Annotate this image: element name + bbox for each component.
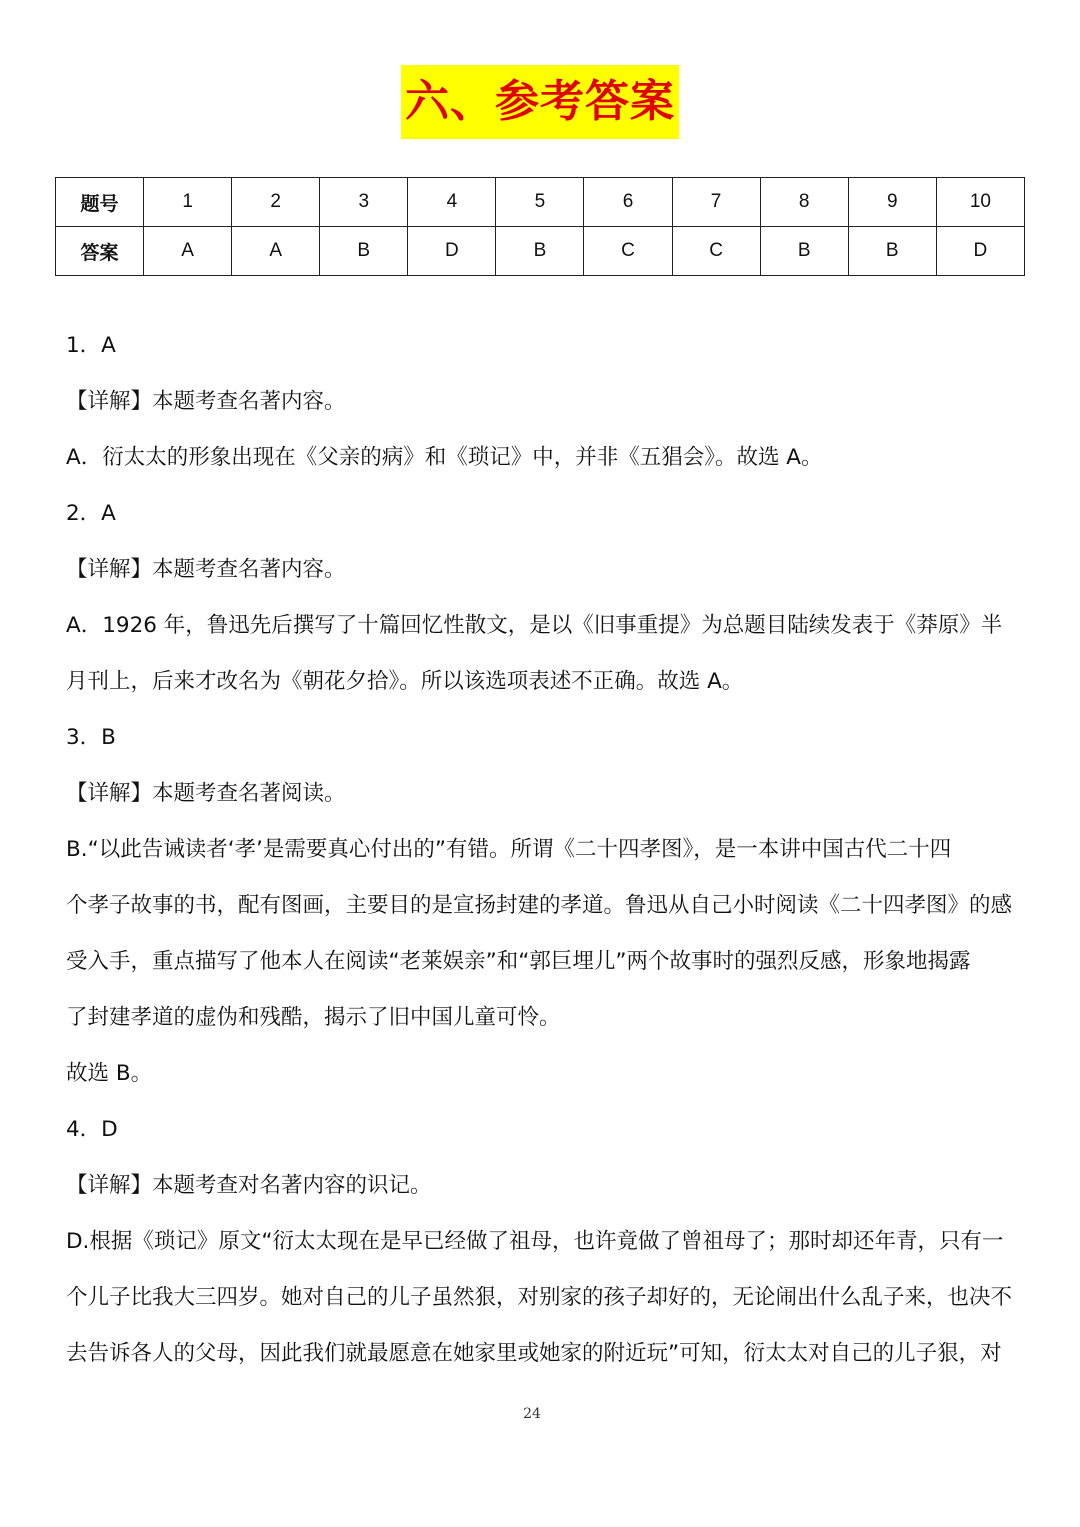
question-number-cell: 1 (144, 178, 232, 227)
answer-cell: B (496, 227, 584, 276)
explanation-text-3d: 了封建孝道的虚伪和残酷，揭示了旧中国儿童可怜。 (66, 1005, 561, 1030)
answer-table (55, 177, 1025, 276)
explanation-conclusion-3: 故选 B。 (66, 1061, 153, 1086)
explanation-text-3b: 个孝子故事的书，配有图画，主要目的是宣扬封建的孝道。鲁迅从自己小时阅读《二十四孝图》的感 (66, 893, 1013, 918)
answer-cell: D (936, 227, 1024, 276)
page-title: 六、参考答案 (401, 65, 679, 139)
question-number-cell: 9 (848, 178, 936, 227)
explanation-body (66, 318, 1026, 1382)
page-number: 24 (523, 1406, 541, 1422)
answer-table-number-row (56, 178, 1025, 227)
answer-cell: B (320, 227, 408, 276)
explanation-text-2b: 月刊上，后来才改名为《朝花夕拾》。所以该选项表述不正确。故选 A。 (66, 669, 744, 694)
explanation-intro-1: 【详解】本题考查名著内容。 (66, 389, 346, 414)
answer-row-header: 答案 (56, 227, 144, 276)
explanation-text-4b: 个儿子比我大三四岁。她对自己的儿子虽然狠，对别家的孩子却好的，无论闹出什么乱子来，也决不 (66, 1285, 1013, 1310)
question-heading-3: 3．B (66, 725, 116, 750)
explanation-intro-4: 【详解】本题考查对名著内容的识记。 (66, 1173, 432, 1198)
explanation-text-2a: A．1926 年，鲁迅先后撰写了十篇回忆性散文，是以《旧事重提》为总题目陆续发表于《莽原》半 (66, 613, 1003, 638)
explanation-text-3c: 受入手，重点描写了他本人在阅读“老莱娱亲”和“郭巨埋儿”两个故事时的强烈反感，形象地揭露 (66, 949, 971, 974)
question-number-cell: 2 (232, 178, 320, 227)
explanation-text-3a: B.“以此告诫读者‘孝’是需要真心付出的”有错。所谓《二十四孝图》，是一本讲中国古代二十四 (66, 837, 952, 862)
answer-cell: B (848, 227, 936, 276)
answer-cell: D (408, 227, 496, 276)
question-number-cell: 10 (936, 178, 1024, 227)
question-heading-1: 1．A (66, 333, 116, 358)
explanation-intro-2: 【详解】本题考查名著内容。 (66, 557, 346, 582)
answer-cell: B (760, 227, 848, 276)
answer-cell: C (584, 227, 672, 276)
question-number-cell: 3 (320, 178, 408, 227)
question-number-cell: 6 (584, 178, 672, 227)
explanation-text-4c: 去告诉各人的父母，因此我们就最愿意在她家里或她家的附近玩”可知，衍太太对自己的儿子狠，对 (66, 1341, 1002, 1366)
explanation-intro-3: 【详解】本题考查名著阅读。 (66, 781, 346, 806)
answer-cell: A (144, 227, 232, 276)
answer-cell: C (672, 227, 760, 276)
question-heading-4: 4．D (66, 1117, 118, 1142)
question-heading-2: 2．A (66, 501, 116, 526)
answer-cell: A (232, 227, 320, 276)
explanation-text-4a: D.根据《琐记》原文“衍太太现在是早已经做了祖母，也许竟做了曾祖母了；那时却还年青，只有一 (66, 1229, 1004, 1254)
question-number-cell: 8 (760, 178, 848, 227)
question-number-cell: 4 (408, 178, 496, 227)
number-row-header: 题号 (56, 178, 144, 227)
title-wrap (0, 65, 1080, 139)
question-number-cell: 7 (672, 178, 760, 227)
explanation-text-1: A．衍太太的形象出现在《父亲的病》和《琐记》中，并非《五猖会》。故选 A。 (66, 445, 823, 470)
answer-table-answer-row (56, 227, 1025, 276)
question-number-cell: 5 (496, 178, 584, 227)
